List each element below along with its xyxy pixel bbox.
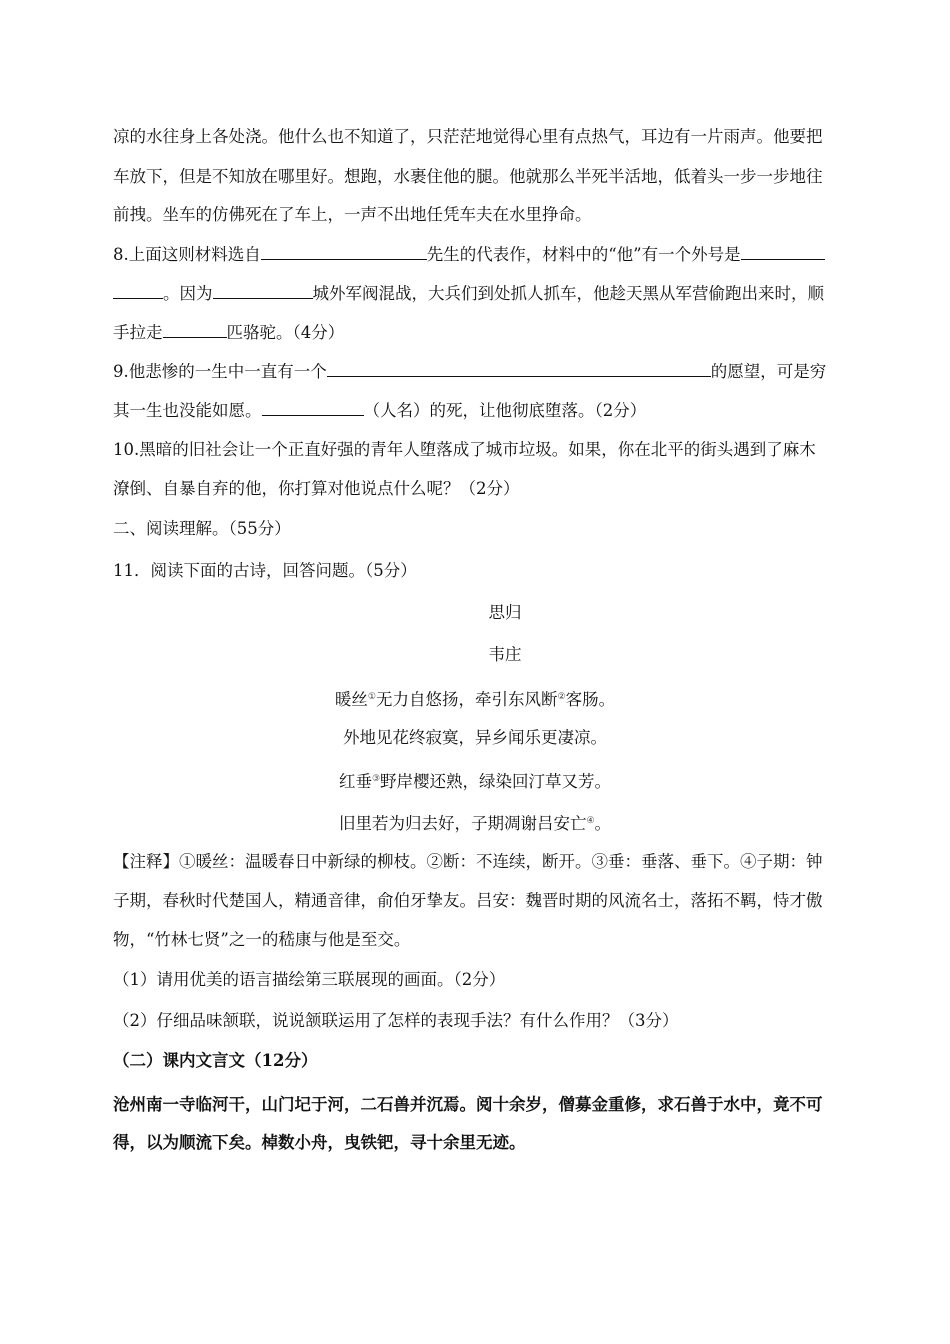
q9-text: 9.他悲惨的一生中一直有一个 [113,362,327,381]
answer-blank-wish[interactable] [327,360,711,377]
note-marker-2: ② [557,692,566,702]
poem-line-1: 暖丝①无力自悠扬，牵引东风断②客肠。 [334,690,616,709]
q9-text: 其一生也没能如愿。 [113,401,262,420]
answer-blank-city[interactable] [213,282,313,299]
sub-question-2: （2）仔细品味颔联，说说颔联运用了怎样的表现手法？有什么作用？（3分） [113,1011,679,1030]
question-8-line-1 [113,243,825,266]
note-marker-3: ③ [371,774,381,784]
wenyan-line: 得，以为顺流下矣。棹数小舟，曳铁钯，寻十余里无迹。 [113,1133,526,1152]
answer-blank-camel-count[interactable] [163,321,227,338]
question-9-line-1 [113,360,826,383]
answer-blank-nickname[interactable] [741,243,825,260]
note-marker-1: ① [367,692,376,702]
question-10-line: 10.黑暗的旧社会让一个正直好强的青年人堕落成了城市垃圾。如果，你在北平的街头遇到了麻木 [113,440,816,459]
section-heading: 二、阅读理解。（55分） [113,519,291,538]
q9-text: 的愿望，可是穷 [710,362,827,381]
q8-text: 先生的代表作，材料中的“他”有一个外号是 [426,245,741,264]
answer-blank-nickname-cont[interactable] [113,282,163,299]
passage-line: 凉的水往身上各处浇。他什么也不知道了，只茫茫地觉得心里有点热气，耳边有一片雨声。他要把 [113,127,823,146]
answer-blank-person-name[interactable] [262,399,364,416]
question-8-line-2 [113,282,824,305]
q8-text: 。因为 [163,284,213,303]
poem-line-3: 红垂③野岸樱还熟，绿染回汀草又芳。 [338,772,612,791]
question-10-line: 潦倒、自暴自弃的他，你打算对他说点什么呢？（2分） [113,479,520,498]
annotation-line: 【注释】①暖丝：温暖春日中新绿的柳枝。②断：不连续，断开。③垂：垂落、垂下。④子期：钟 [113,852,823,871]
passage-line: 车放下，但是不知放在哪里好。想跑，水裹住他的腿。他就那么半死半活地，低着头一步一步地往 [113,167,823,186]
q8-text: 匹骆驼。（4分） [226,323,345,342]
wenyan-line: 沧州南一寺临河干，山门圮于河，二石兽并沉焉。阅十余岁，僧募金重修，求石兽于水中，竟不可 [113,1095,823,1114]
q8-text: 手拉走 [113,323,163,342]
passage-line: 前拽。坐车的仿佛死在了车上，一声不出地任凭车夫在水里挣命。 [113,205,592,224]
poem-line-4: 旧里若为归去好，子期凋谢吕安亡④。 [338,814,612,833]
question-9-line-2 [113,399,646,422]
q8-text: 8.上面这则材料选自 [113,245,261,264]
annotation-line: 物，“竹林七贤”之一的嵇康与他是至交。 [113,930,411,949]
question-11-prompt: 11．阅读下面的古诗，回答问题。（5分） [113,561,417,580]
q8-text: 城外军阀混战，大兵们到处抓人抓车，他趁天黑从军营偷跑出来时，顺 [312,284,824,303]
poem-line-2: 外地见花终寂寞，异乡闻乐更凄凉。 [343,728,607,747]
section-heading-wenyan: （二）课内文言文（12分） [113,1051,318,1070]
note-marker-4: ④ [586,816,595,826]
poem-author: 韦庄 [488,645,522,664]
poem-title: 思归 [488,603,522,622]
annotation-line: 子期，春秋时代楚国人，精通音律，俞伯牙挚友。吕安：魏晋时期的风流名士，落拓不羁，恃才傲 [113,891,823,910]
question-8-line-3 [113,321,344,344]
sub-question-1: （1）请用优美的语言描绘第三联展现的画面。（2分） [113,970,506,989]
q9-text: （人名）的死，让他彻底堕落。（2分） [363,401,647,420]
answer-blank-author[interactable] [261,243,427,260]
